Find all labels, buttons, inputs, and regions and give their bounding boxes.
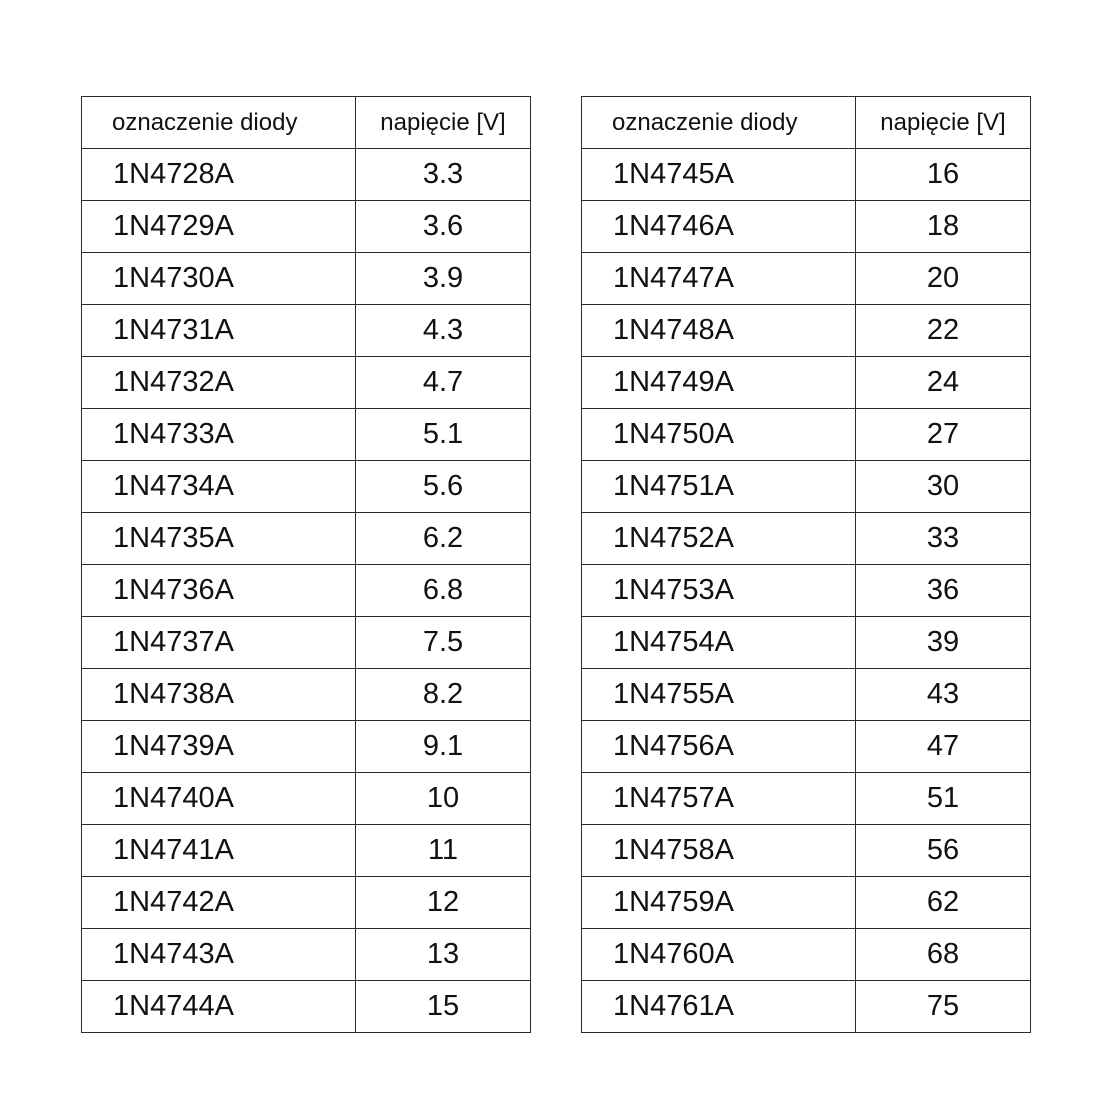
- diode-designation-cell: 1N4754A: [582, 617, 856, 669]
- voltage-cell: 5.1: [356, 409, 531, 461]
- diode-designation-cell: 1N4741A: [82, 825, 356, 877]
- table-row: [82, 929, 531, 981]
- voltage-cell: 30: [856, 461, 1031, 513]
- table-row: [582, 461, 1031, 513]
- table-row: [582, 877, 1031, 929]
- voltage-cell: 11: [356, 825, 531, 877]
- header-designation: oznaczenie diody: [582, 97, 856, 149]
- diode-designation-cell: 1N4761A: [582, 981, 856, 1033]
- voltage-cell: 43: [856, 669, 1031, 721]
- table-row: [82, 825, 531, 877]
- table-row: [582, 565, 1031, 617]
- diode-table-left: [81, 96, 531, 1033]
- diode-designation-cell: 1N4758A: [582, 825, 856, 877]
- table-row: [82, 877, 531, 929]
- diode-designation-cell: 1N4743A: [82, 929, 356, 981]
- table-row: [582, 981, 1031, 1033]
- voltage-cell: 15: [356, 981, 531, 1033]
- voltage-cell: 62: [856, 877, 1031, 929]
- voltage-cell: 3.3: [356, 149, 531, 201]
- voltage-cell: 56: [856, 825, 1031, 877]
- diode-designation-cell: 1N4736A: [82, 565, 356, 617]
- diode-designation-cell: 1N4745A: [582, 149, 856, 201]
- table-row: [582, 409, 1031, 461]
- diode-designation-cell: 1N4730A: [82, 253, 356, 305]
- table-row: [82, 617, 531, 669]
- table-row: [582, 773, 1031, 825]
- diode-designation-cell: 1N4748A: [582, 305, 856, 357]
- diode-designation-cell: 1N4740A: [82, 773, 356, 825]
- voltage-cell: 4.3: [356, 305, 531, 357]
- table-row: [82, 305, 531, 357]
- diode-designation-cell: 1N4729A: [82, 201, 356, 253]
- table-row: [582, 825, 1031, 877]
- diode-designation-cell: 1N4742A: [82, 877, 356, 929]
- header-designation: oznaczenie diody: [82, 97, 356, 149]
- table-row: [82, 721, 531, 773]
- voltage-cell: 39: [856, 617, 1031, 669]
- diode-designation-cell: 1N4755A: [582, 669, 856, 721]
- table-row: [82, 149, 531, 201]
- voltage-cell: 8.2: [356, 669, 531, 721]
- table-row: [82, 773, 531, 825]
- voltage-cell: 6.8: [356, 565, 531, 617]
- table-row: [582, 617, 1031, 669]
- voltage-cell: 16: [856, 149, 1031, 201]
- table-row: [582, 305, 1031, 357]
- voltage-cell: 12: [356, 877, 531, 929]
- table-row: [582, 149, 1031, 201]
- voltage-cell: 10: [356, 773, 531, 825]
- voltage-cell: 20: [856, 253, 1031, 305]
- voltage-cell: 4.7: [356, 357, 531, 409]
- diode-designation-cell: 1N4759A: [582, 877, 856, 929]
- diode-designation-cell: 1N4760A: [582, 929, 856, 981]
- voltage-cell: 6.2: [356, 513, 531, 565]
- table-row: [82, 357, 531, 409]
- table-row: [82, 461, 531, 513]
- voltage-cell: 22: [856, 305, 1031, 357]
- table-row: [582, 669, 1031, 721]
- table-row: [82, 409, 531, 461]
- voltage-cell: 7.5: [356, 617, 531, 669]
- diode-designation-cell: 1N4734A: [82, 461, 356, 513]
- diode-designation-cell: 1N4746A: [582, 201, 856, 253]
- voltage-cell: 68: [856, 929, 1031, 981]
- table-row: [82, 565, 531, 617]
- diode-designation-cell: 1N4756A: [582, 721, 856, 773]
- diode-designation-cell: 1N4732A: [82, 357, 356, 409]
- voltage-cell: 18: [856, 201, 1031, 253]
- diode-designation-cell: 1N4744A: [82, 981, 356, 1033]
- voltage-cell: 47: [856, 721, 1031, 773]
- diode-designation-cell: 1N4731A: [82, 305, 356, 357]
- diode-designation-cell: 1N4751A: [582, 461, 856, 513]
- table-header-row: [82, 97, 531, 149]
- voltage-cell: 3.6: [356, 201, 531, 253]
- diode-designation-cell: 1N4737A: [82, 617, 356, 669]
- table-row: [582, 721, 1031, 773]
- table-row: [82, 669, 531, 721]
- diode-designation-cell: 1N4752A: [582, 513, 856, 565]
- diode-designation-cell: 1N4747A: [582, 253, 856, 305]
- voltage-cell: 36: [856, 565, 1031, 617]
- voltage-cell: 5.6: [356, 461, 531, 513]
- table-row: [582, 201, 1031, 253]
- diode-designation-cell: 1N4735A: [82, 513, 356, 565]
- diode-designation-cell: 1N4750A: [582, 409, 856, 461]
- voltage-cell: 24: [856, 357, 1031, 409]
- table-row: [582, 929, 1031, 981]
- table-row: [582, 357, 1031, 409]
- table-row: [82, 253, 531, 305]
- voltage-cell: 75: [856, 981, 1031, 1033]
- voltage-cell: 9.1: [356, 721, 531, 773]
- diode-designation-cell: 1N4733A: [82, 409, 356, 461]
- header-voltage: napięcie [V]: [356, 97, 531, 149]
- voltage-cell: 13: [356, 929, 531, 981]
- table-row: [82, 201, 531, 253]
- header-voltage: napięcie [V]: [856, 97, 1031, 149]
- table-row: [582, 253, 1031, 305]
- voltage-cell: 33: [856, 513, 1031, 565]
- table-row: [82, 981, 531, 1033]
- voltage-cell: 27: [856, 409, 1031, 461]
- diode-designation-cell: 1N4739A: [82, 721, 356, 773]
- table-row: [82, 513, 531, 565]
- diode-designation-cell: 1N4728A: [82, 149, 356, 201]
- diode-designation-cell: 1N4749A: [582, 357, 856, 409]
- table-header-row: [582, 97, 1031, 149]
- diode-designation-cell: 1N4753A: [582, 565, 856, 617]
- voltage-cell: 3.9: [356, 253, 531, 305]
- diode-designation-cell: 1N4738A: [82, 669, 356, 721]
- voltage-cell: 51: [856, 773, 1031, 825]
- diode-table-right: [581, 96, 1031, 1033]
- diode-designation-cell: 1N4757A: [582, 773, 856, 825]
- table-row: [582, 513, 1031, 565]
